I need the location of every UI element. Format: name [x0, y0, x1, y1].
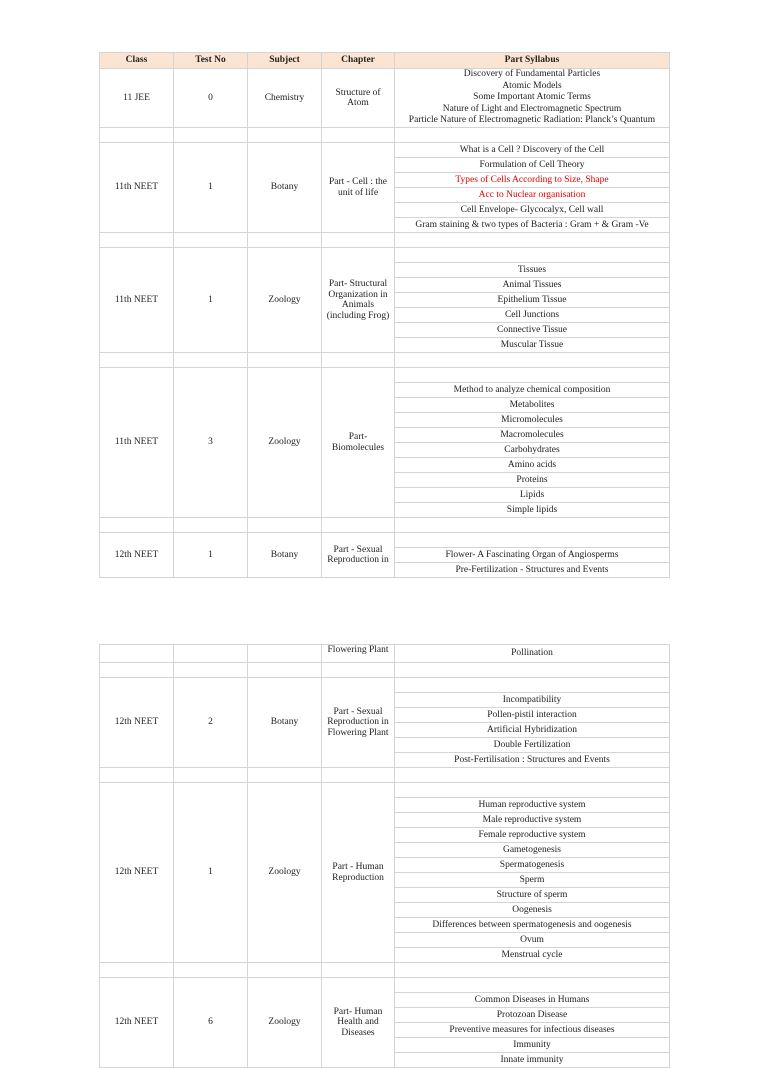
empty-cell — [322, 518, 395, 533]
table-row — [100, 645, 670, 663]
spacer-row — [100, 518, 670, 533]
syllabus-cell: Pollen-pistil interaction — [395, 708, 670, 723]
syllabus-cell: Ovum — [395, 933, 670, 948]
syllabus-cell: Pollination — [395, 645, 670, 663]
class-cell: 12th NEET — [100, 533, 174, 578]
syllabus-line: Nature of Light and Electromagnetic Spectrum — [442, 103, 622, 114]
syllabus-cell: Gametogenesis — [395, 843, 670, 858]
syllabus-cell: Muscular Tissue — [395, 338, 670, 353]
syllabus-cell: Female reproductive system — [395, 828, 670, 843]
test-no-cell: 1 — [174, 533, 248, 578]
syllabus-cell: Proteins — [395, 473, 670, 488]
empty-cell — [395, 128, 670, 143]
empty-cell — [174, 768, 248, 783]
syllabus-cell — [395, 533, 670, 548]
syllabus-cell: Macromolecules — [395, 428, 670, 443]
syllabus-line: Atomic Models — [502, 80, 562, 91]
syllabus-cell: What is a Cell ? Discovery of the Cell — [395, 143, 670, 158]
empty-cell — [174, 233, 248, 248]
empty-cell — [100, 233, 174, 248]
test-no-cell: 1 — [174, 783, 248, 963]
syllabus-cell: Differences between spermatogenesis and oogenesis — [395, 918, 670, 933]
class-cell: 11 JEE — [100, 69, 174, 128]
syllabus-cell — [395, 69, 670, 128]
table-row — [100, 783, 670, 798]
chapter-cell: Part - Human Reproduction — [322, 783, 395, 963]
empty-cell — [248, 353, 322, 368]
spacer-row — [100, 768, 670, 783]
syllabus-cell — [395, 368, 670, 383]
empty-cell — [174, 963, 248, 978]
syllabus-cell — [395, 248, 670, 263]
header-chapter: Chapter — [322, 53, 395, 69]
table-row — [100, 533, 670, 548]
empty-cell — [174, 128, 248, 143]
syllabus-cell: Double Fertilization — [395, 738, 670, 753]
subject-cell: Zoology — [248, 368, 322, 518]
empty-cell — [100, 963, 174, 978]
syllabus-cell: Simple lipids — [395, 503, 670, 518]
syllabus-cell: Types of Cells According to Size, Shape — [395, 173, 670, 188]
empty-cell — [395, 768, 670, 783]
syllabus-cell: Preventive measures for infectious diseases — [395, 1023, 670, 1038]
empty-cell — [322, 128, 395, 143]
subject-cell: Zoology — [248, 248, 322, 353]
subject-cell: Botany — [248, 678, 322, 768]
syllabus-cell: Gram staining & two types of Bacteria : Gram + & Gram -Ve — [395, 218, 670, 233]
sheet-bottom-section — [99, 644, 670, 1065]
header-row — [100, 53, 670, 69]
syllabus-line: Some Important Atomic Terms — [473, 92, 591, 103]
empty-cell — [100, 768, 174, 783]
header-test-no: Test No — [174, 53, 248, 69]
test-no-cell: 2 — [174, 678, 248, 768]
syllabus-cell — [395, 978, 670, 993]
syllabus-cell: Immunity — [395, 1038, 670, 1053]
chapter-cell: Part- Biomolecules — [322, 368, 395, 518]
header-subject: Subject — [248, 53, 322, 69]
syllabus-cell: Animal Tissues — [395, 278, 670, 293]
empty-cell — [322, 963, 395, 978]
syllabus-table-bottom — [99, 644, 670, 1068]
empty-cell — [395, 663, 670, 678]
empty-cell — [248, 768, 322, 783]
subject-cell — [248, 645, 322, 663]
syllabus-table-top — [99, 52, 670, 578]
syllabus-cell: Sperm — [395, 873, 670, 888]
syllabus-cell: Flower- A Fascinating Organ of Angiosperms — [395, 548, 670, 563]
header-part-syllabus: Part Syllabus — [395, 53, 670, 69]
empty-cell — [248, 128, 322, 143]
syllabus-cell: Pre-Fertilization - Structures and Events — [395, 563, 670, 578]
syllabus-cell: Method to analyze chemical composition — [395, 383, 670, 398]
empty-cell — [174, 518, 248, 533]
empty-cell — [395, 963, 670, 978]
table-row — [100, 69, 670, 128]
empty-cell — [100, 663, 174, 678]
header-class: Class — [100, 53, 174, 69]
empty-cell — [322, 663, 395, 678]
table-row — [100, 248, 670, 263]
chapter-cell: Part- Structural Organization in Animals (including Frog) — [322, 248, 395, 353]
syllabus-cell: Epithelium Tissue — [395, 293, 670, 308]
chapter-cell: Structure of Atom — [322, 69, 395, 128]
empty-cell — [248, 518, 322, 533]
empty-cell — [395, 353, 670, 368]
sheet-top-section — [99, 52, 670, 575]
class-cell: 12th NEET — [100, 978, 174, 1068]
chapter-cell: Part - Sexual Reproduction in Flowering Plant — [322, 678, 395, 768]
empty-cell — [248, 663, 322, 678]
syllabus-cell: Tissues — [395, 263, 670, 278]
empty-cell — [174, 663, 248, 678]
syllabus-cell: Post-Fertilisation : Structures and Events — [395, 753, 670, 768]
syllabus-cell: Innate immunity — [395, 1053, 670, 1068]
syllabus-cell: Protozoan Disease — [395, 1008, 670, 1023]
syllabus-line: Particle Nature of Electromagnetic Radiation: Planck’s Quantum — [408, 115, 656, 126]
test-no-cell: 1 — [174, 248, 248, 353]
empty-cell — [395, 233, 670, 248]
syllabus-cell: Human reproductive system — [395, 798, 670, 813]
chapter-cell: Part- Human Health and Diseases — [322, 978, 395, 1068]
syllabus-cell: Lipids — [395, 488, 670, 503]
subject-cell: Botany — [248, 533, 322, 578]
empty-cell — [248, 233, 322, 248]
test-no-cell: 6 — [174, 978, 248, 1068]
spacer-row — [100, 233, 670, 248]
syllabus-cell: Incompatibility — [395, 693, 670, 708]
subject-cell: Zoology — [248, 978, 322, 1068]
empty-cell — [100, 518, 174, 533]
test-no-cell: 3 — [174, 368, 248, 518]
test-no-cell — [174, 645, 248, 663]
syllabus-cell: Cell Junctions — [395, 308, 670, 323]
class-cell: 12th NEET — [100, 783, 174, 963]
class-cell: 11th NEET — [100, 368, 174, 518]
syllabus-line: Discovery of Fundamental Particles — [463, 69, 601, 80]
syllabus-cell: Male reproductive system — [395, 813, 670, 828]
empty-cell — [100, 128, 174, 143]
spacer-row — [100, 353, 670, 368]
empty-cell — [100, 353, 174, 368]
test-no-cell: 0 — [174, 69, 248, 128]
empty-cell — [248, 963, 322, 978]
syllabus-cell: Amino acids — [395, 458, 670, 473]
syllabus-cell: Common Diseases in Humans — [395, 993, 670, 1008]
empty-cell — [395, 518, 670, 533]
empty-cell — [322, 768, 395, 783]
syllabus-cell: Micromolecules — [395, 413, 670, 428]
class-cell: 11th NEET — [100, 143, 174, 233]
chapter-cell: Flowering Plant — [322, 645, 395, 663]
test-no-cell: 1 — [174, 143, 248, 233]
table-row — [100, 678, 670, 693]
syllabus-cell: Spermatogenesis — [395, 858, 670, 873]
empty-cell — [322, 233, 395, 248]
syllabus-cell: Oogenesis — [395, 903, 670, 918]
spacer-row — [100, 963, 670, 978]
subject-cell: Zoology — [248, 783, 322, 963]
empty-cell — [322, 353, 395, 368]
table-row — [100, 143, 670, 158]
table-row — [100, 978, 670, 993]
syllabus-cell: Carbohydrates — [395, 443, 670, 458]
syllabus-cell — [395, 678, 670, 693]
table-row — [100, 368, 670, 383]
class-cell — [100, 645, 174, 663]
syllabus-cell: Formulation of Cell Theory — [395, 158, 670, 173]
syllabus-cell: Cell Envelope- Glycocalyx, Cell wall — [395, 203, 670, 218]
class-cell: 12th NEET — [100, 678, 174, 768]
empty-cell — [174, 353, 248, 368]
syllabus-cell: Metabolites — [395, 398, 670, 413]
syllabus-cell: Connective Tissue — [395, 323, 670, 338]
syllabus-cell: Structure of sperm — [395, 888, 670, 903]
chapter-cell: Part - Sexual Reproduction in — [322, 533, 395, 578]
spacer-row — [100, 128, 670, 143]
spacer-row — [100, 663, 670, 678]
class-cell: 11th NEET — [100, 248, 174, 353]
syllabus-cell — [395, 783, 670, 798]
syllabus-cell: Artificial Hybridization — [395, 723, 670, 738]
chapter-cell: Part - Cell : the unit of life — [322, 143, 395, 233]
subject-cell: Botany — [248, 143, 322, 233]
syllabus-cell: Acc to Nuclear organisation — [395, 188, 670, 203]
subject-cell: Chemistry — [248, 69, 322, 128]
syllabus-cell: Menstrual cycle — [395, 948, 670, 963]
